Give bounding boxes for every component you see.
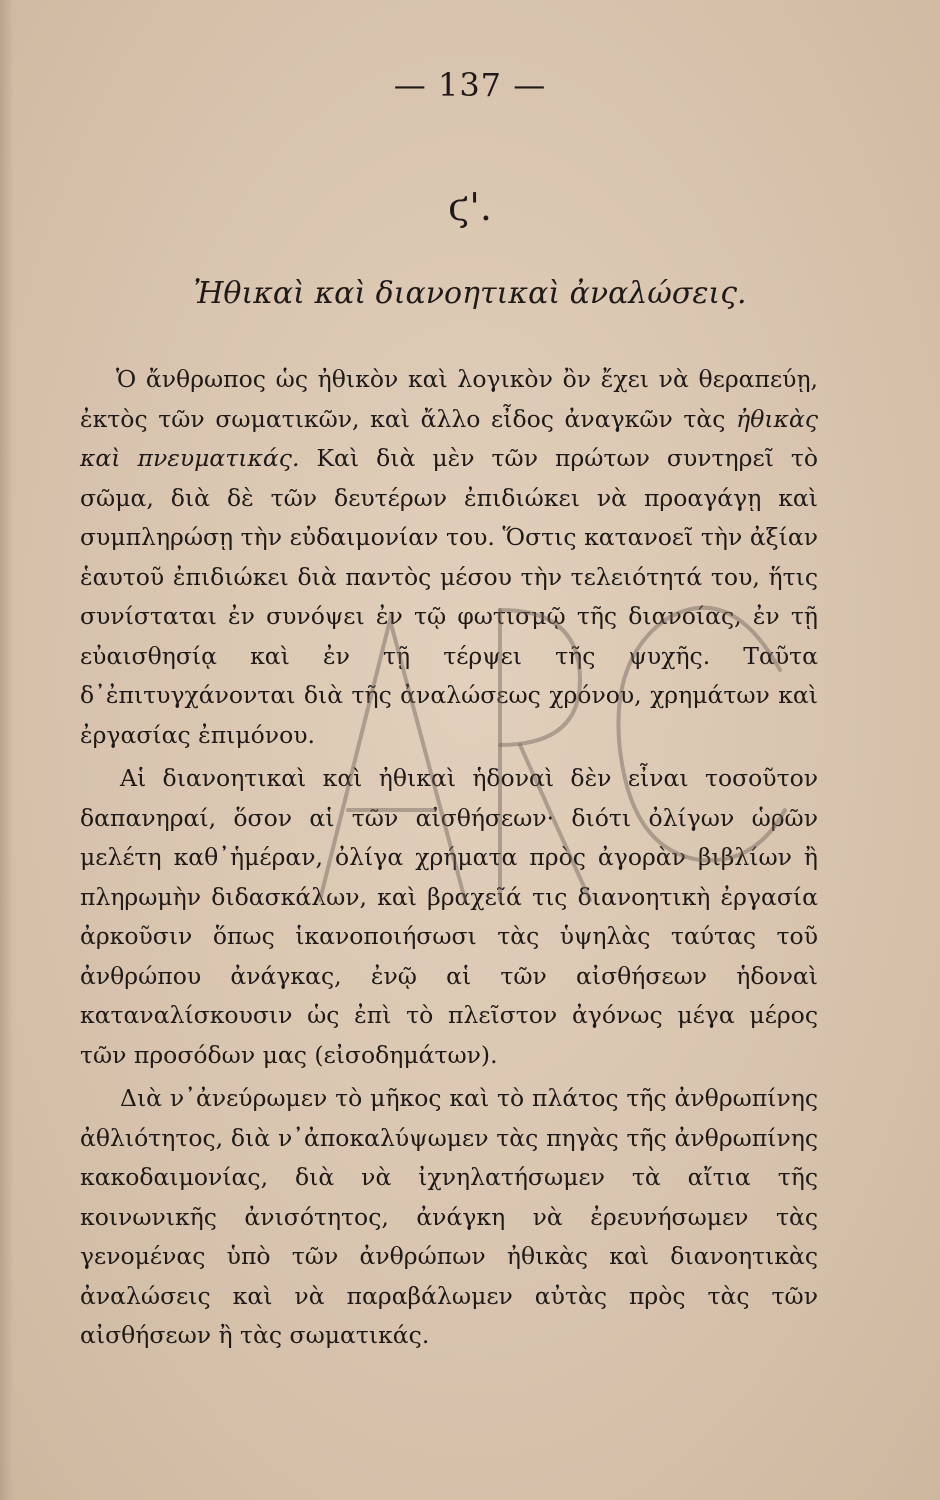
body-text	[80, 360, 818, 1360]
paragraph-1-part-2: Καὶ διὰ μὲν τῶν πρώτων συντηρεῖ τὸ σῶμα, διὰ δὲ τῶν δευτέρων ἐπιδιώκει νὰ προαγάγῃ καὶ συμπληρώσῃ τὴν εὐδαιμονίαν του. Ὅστις κατανοεῖ τὴν ἀξίαν ἑαυτοῦ ἐπιδιώκει διὰ παντὸς μέσου τὴν τελειότητά του, ἥτις συνίσταται ἐν συνόψει ἐν τῷ φωτισμῷ τῆς διανοίας, ἐν τῇ εὐαισθησίᾳ καὶ ἐν τῇ τέρψει τῆς ψυχῆς. Ταῦτα δ᾽ἐπιτυγχάνονται διὰ τῆς ἀναλώσεως χρόνου, χρημάτων καὶ ἐργασίας ἐπιμόνου.	[80, 444, 819, 749]
paragraph-1	[80, 360, 818, 755]
paragraph-2: Αἱ διανοητικαὶ καὶ ἠθικαὶ ἡδοναὶ δὲν εἶναι τοσοῦτον δαπανηραί, ὅσον αἱ τῶν αἰσθήσεων· διότι ὀλίγων ὡρῶν μελέτη καθ᾽ἡμέραν, ὀλίγα χρήματα πρὸς ἀγορὰν βιβλίων ἢ πληρωμὴν διδασκάλων, καὶ βραχεῖά τις διανοητικὴ ἐργασία ἀρκοῦσιν ὅπως ἱκανοποιήσωσι τὰς ὑψηλὰς ταύτας τοῦ ἀνθρώπου ἀνάγκας, ἐνῷ αἱ τῶν αἰσθήσεων ἡδοναὶ καταναλίσκουσιν ὡς ἐπὶ τὸ πλεῖστον ἀγόνως μέγα μέρος τῶν προσόδων μας (εἰσοδημάτων).	[80, 764, 818, 1069]
paragraph-1-emphasis: ἠθικὰς καὶ πνευματικάς.	[80, 404, 818, 472]
chapter-title: Ἠθικαὶ καὶ διανοητικαὶ ἀναλώσεις.	[193, 276, 747, 311]
paragraph-3: Διὰ ν᾽ἀνεύρωμεν τὸ μῆκος καὶ τὸ πλάτος τῆς ἀνθρωπίνης ἀθλιότητος, διὰ ν᾽ἀποκαλύψωμεν τὰς πηγὰς τῆς ἀνθρωπίνης κακοδαιμονίας, διὰ νὰ ἰχνηλατήσωμεν τὰ αἴτια τῆς κοινωνικῆς ἀνισότητος, ἀνάγκη νὰ ἐρευνήσωμεν τὰς γενομένας ὑπὸ τῶν ἀνθρώπων ἠθικὰς καὶ διανοητικὰς ἀναλώσεις καὶ νὰ παραβάλωμεν αὐτὰς πρὸς τὰς τῶν αἰσθήσεων ἢ τὰς σωματικάς.	[80, 1084, 818, 1349]
page-number: — 137 —	[393, 66, 547, 104]
paragraph-1-part-1: Ὁ ἄνθρωπος ὡς ἠθικὸν καὶ λογικὸν ὂν ἔχει νὰ θεραπεύῃ, ἐκτὸς τῶν σωματικῶν, καὶ ἄλλο εἶδος ἀναγκῶν τὰς	[80, 365, 818, 433]
section-mark: ϛ'.	[448, 185, 492, 229]
